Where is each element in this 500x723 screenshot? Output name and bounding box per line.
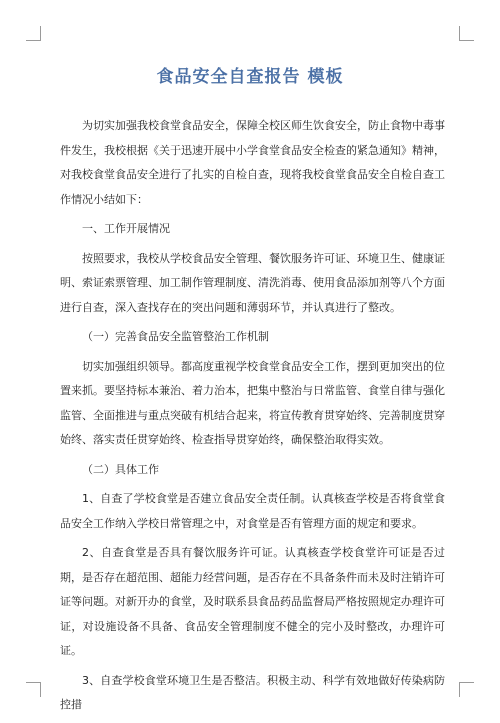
- page-corner-mark-top-right: [459, 26, 474, 41]
- document-title: 食品安全自查报告 模板: [156, 67, 344, 87]
- page-corner-mark-bottom-left: [26, 682, 41, 697]
- page-corner-mark-bottom-right: [459, 682, 474, 697]
- subsection-heading: （一）完善食品安全监管整治工作机制: [82, 330, 269, 343]
- page-corner-mark-top-left: [26, 26, 41, 41]
- intro-paragraph: 为切实加强我校食堂食品安全，保障全校区师生饮食安全，防止食物中毒事件发生，我校根据《关于迅速开展中小学食堂食品安全检查的紧急通知》精神，对我校食堂食品安全进行了扎实的自检自查，现将我校食堂食品安全自检自查工作情况小结如下：: [60, 119, 445, 206]
- body-paragraph: 3、自查学校食堂环境卫生是否整洁。积极主动、科学有效地做好传染病防控措: [60, 673, 445, 711]
- body-paragraph: 1、自查了学校食堂是否建立食品安全责任制。认真核查学校是否将食堂食品安全工作纳入学校日常管理之中，对食堂是否有管理方面的规定和要求。: [60, 492, 445, 530]
- body-paragraph: 切实加强组织领导。都高度重视学校食堂食品安全工作，摆到更加突出的位置来抓。要坚持标本兼治、着力治本，把集中整治与日常监管、食堂自律与强化监管、全面推进与重点突破有机结合起来，将宣传教育贯穿始终、完善制度贯穿始终、落实责任贯穿始终、检查指导贯穿始终，确保整治取得实效。: [60, 359, 445, 446]
- body-paragraph: 2、自查食堂是否具有餐饮服务许可证。认真核查学校食堂许可证是否过期，是否存在超范围、超能力经营问题，是否存在不具备条件而未及时注销许可证等问题。对新开办的食堂，及时联系县食品药品监督局严格按照规定办理许可证，对设施设备不具备、食品安全管理制度不健全的完小及时整改，办理许可证。: [60, 546, 445, 657]
- section-heading: 一、工作开展情况: [82, 222, 170, 235]
- document-body: [60, 114, 445, 723]
- body-paragraph: 按照要求，我校从学校食品安全管理、餐饮服务许可证、环境卫生、健康证明、索证索票管理、加工制作管理制度、清洗消毒、使用食品添加剂等八个方面进行自查，深入查找存在的突出问题和薄弱环节，并认真进行了整改。: [60, 251, 445, 314]
- subsection-heading: （二）具体工作: [82, 462, 159, 476]
